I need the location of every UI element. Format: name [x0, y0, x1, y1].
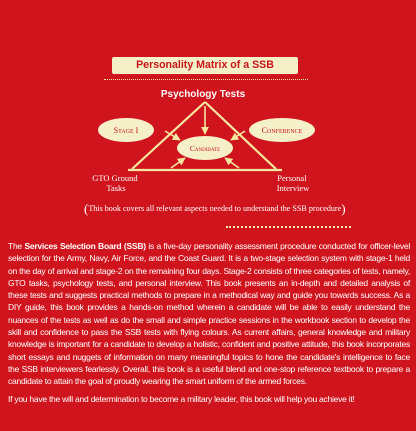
oval-candidate-label: Candidate	[189, 144, 221, 153]
description-body	[8, 240, 410, 405]
oval-conference	[249, 118, 315, 142]
label-personal-interview: Personal Interview	[276, 173, 310, 193]
label-gto-ground-tasks: GTO Ground Tasks	[92, 173, 138, 193]
oval-stage-1	[98, 118, 154, 142]
caption: (This book covers all relevant aspects needed to understand the SSB procedure)	[84, 201, 346, 216]
caption-text: This book covers all relevant aspects needed to understand the SSB procedure	[88, 204, 342, 213]
oval-candidate	[177, 136, 233, 160]
personality-matrix-diagram	[0, 80, 416, 200]
matrix-title: Personality Matrix of a SSB candidate	[112, 57, 298, 74]
description-paragraph-2: If you have the will and determination to become a military leader, this book will help you achieve it!	[8, 393, 355, 404]
oval-stage-1-label: Stage I	[113, 126, 139, 135]
description-paragraph-1: The Services Selection Board (SSB) is a five-day personality assessment procedure conducted for officer-level selection for the Army, Navy, Air Force, and the Coast Guard. It is a two-stage selection system with stage-1 held on the day of arrival and stage-2 on the remaining four days. Stage-2 consists of three categories of tests, namely, GTO tasks, psychology tests, and personal interview. This book presents an in-depth and detailed analysis of these tests and suggests practical methods to prepare in a methodical way and guide you towards success. As a DIY guide, this book provides a hands-on method wherein a candidate will be able to easily understand the nuances of the tests as well as do the small and simple practice sessions in the workbook section to develop the skill and confidence to pass the SSB tests with flying colours. As current affairs, general knowledge and military knowledge is important for a candidate to develop a holistic, confident and positive attitude, this book incorporates short essays and nuggets of information on many meaningful topics to hone the candidate's intelligence to face the SSB interviewers fearlessly. Overall, this book is a useful blend and one-stop reference textbook to prepare a candidate to attain the goal of proudly wearing the smart uniform of the armed forces.	[8, 241, 410, 387]
caption-dotted-line	[226, 226, 351, 228]
ssb-name: Services Selection Board (SSB)	[24, 241, 146, 251]
oval-conference-label: Conference	[261, 126, 303, 135]
label-psychology-tests: Psychology Tests	[160, 89, 246, 100]
